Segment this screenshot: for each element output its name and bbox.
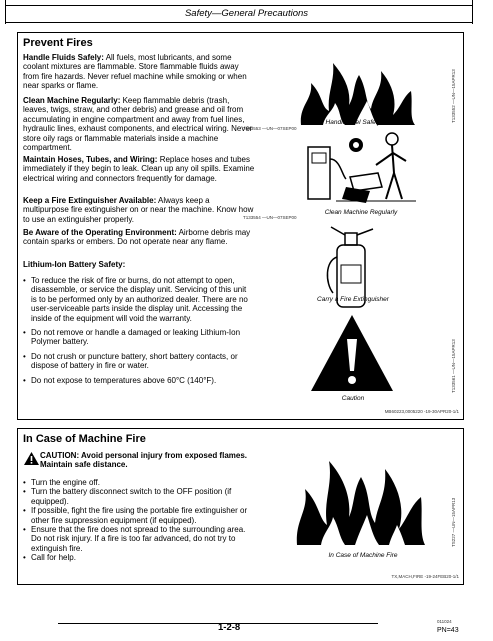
paragraph-heading: Clean Machine Regularly: [23, 96, 121, 105]
reference-code: TX,MACH,FIRE -19-24FEB20-1/1 [391, 574, 459, 579]
refuel-icon [306, 129, 426, 209]
list-item: • Call for help. [22, 553, 252, 562]
paragraph-heading: Maintain Hoses, Tubes, and Wiring: [23, 155, 158, 164]
paragraph-text: Replace hoses and tubes immediately if they begin to leak. Clean up any oil spills. Examine electrical wiring and connectors frequently for damage. [23, 155, 255, 183]
caption-clean-machine: Clean Machine Regularly [324, 209, 398, 216]
list-item: • Do not crush or puncture battery, short battery contacts, or dispose of battery in fire or water. [22, 352, 254, 371]
header-top-rule [5, 5, 473, 6]
footer-pn: PN=43 [437, 627, 459, 634]
paragraph-fire-extinguisher [23, 196, 255, 224]
list-item: • Ensure that the fire does not spread to the surrounding area. Do not risk injury. If a fire is too far advanced, do not try to extinguish fire. [22, 525, 252, 553]
list-item: • Turn the engine off. [22, 478, 252, 487]
footer-code: 011024 [437, 619, 452, 624]
caption-caution: Caution [341, 395, 365, 402]
caption-machine-fire: In Case of Machine Fire [328, 552, 398, 559]
warning-triangle-icon [309, 313, 395, 393]
machine-fire-section [17, 428, 464, 585]
figure-vcode: T133552 —UN—15APR13 [451, 69, 456, 123]
paragraph-clean-machine [23, 96, 255, 152]
paragraph-text: Keep flammable debris (trash, leaves, twigs, straw, and other debris) and grease and oil from accumulating in engine compartment and away from fuel lines, hydraulic lines, exhaust components, and electrical wiring. Never store oily rags or flammable materials inside a machine compartment. [23, 96, 253, 153]
figure-code: T133553 —UN—07SEP00 [243, 126, 297, 131]
battery-safety-heading: Lithium-Ion Battery Safety: [23, 260, 126, 269]
paragraph-text: All fuels, most lubricants, and some coolant mixtures are flammable. Store flammable fluids away from fire hazards. Never refuel machine while smoking or when near sparks or flame. [23, 53, 247, 91]
caption-extinguisher: Carry a Fire Extinguisher [317, 296, 389, 303]
header-title: Safety—General Precautions [184, 8, 309, 19]
machine-fire-title: In Case of Machine Fire [23, 433, 146, 445]
page-header [0, 0, 493, 24]
machine-fire-steps [22, 478, 252, 563]
figure-vcode: TS227 —UN—15APR13 [451, 497, 456, 547]
prevent-fires-title: Prevent Fires [23, 37, 93, 49]
list-item: • Turn the battery disconnect switch to the OFF position (if equipped). [22, 487, 252, 506]
flames-icon [293, 439, 453, 547]
header-bottom-rule [5, 22, 473, 23]
list-item: • Do not expose to temperatures above 60°C (140°F). [22, 376, 254, 385]
paragraph-maintain-hoses [23, 155, 255, 183]
paragraph-text: Always keep a multipurpose fire extinguisher on or near the machine. Know how to use an extinguisher properly. [23, 196, 254, 224]
list-item: • To reduce the risk of fire or burns, do not attempt to open, disassemble, or service the display unit. Servicing of this unit is to be performed only by an authorized dealer. There are no user-serviceable parts inside the display unit. Accessing the inside of the equipment will void the warranty. [22, 276, 254, 323]
figure-code: T133554 —UN—07SEP00 [243, 215, 297, 220]
flames-icon [293, 45, 453, 127]
paragraph-heading: Keep a Fire Extinguisher Available: [23, 196, 157, 205]
caption-handle-fuel: Handle Fuel Safely [325, 119, 381, 126]
list-item: • Do not remove or handle a damaged or leaking Lithium-Ion Polymer battery. [22, 328, 254, 347]
prevent-fires-section [17, 32, 464, 420]
paragraph-heading: Be Aware of the Operating Environment: [23, 228, 177, 237]
paragraph-heading: Handle Fluids Safely: [23, 53, 104, 62]
page-number: 1-2-8 [218, 622, 241, 633]
caution-icon [24, 452, 39, 465]
reference-code: MB60223,0005220 -19-30APR20-1/1 [384, 409, 459, 414]
list-item: • If possible, fight the fire using the portable fire extinguisher or other fire suppression equipment (if equipped). [22, 506, 252, 525]
paragraph-handle-fluids [23, 53, 255, 91]
paragraph-operating-environment [23, 228, 255, 247]
paragraph-text: Airborne debris may contain sparks or embers. Do not operate near any flame. [23, 228, 251, 247]
figure-vcode: T133561 —UN—15APR13 [451, 339, 456, 393]
caution-text: CAUTION: Avoid personal injury from exposed flames. Maintain safe distance. [40, 451, 247, 470]
battery-safety-list [22, 276, 254, 385]
